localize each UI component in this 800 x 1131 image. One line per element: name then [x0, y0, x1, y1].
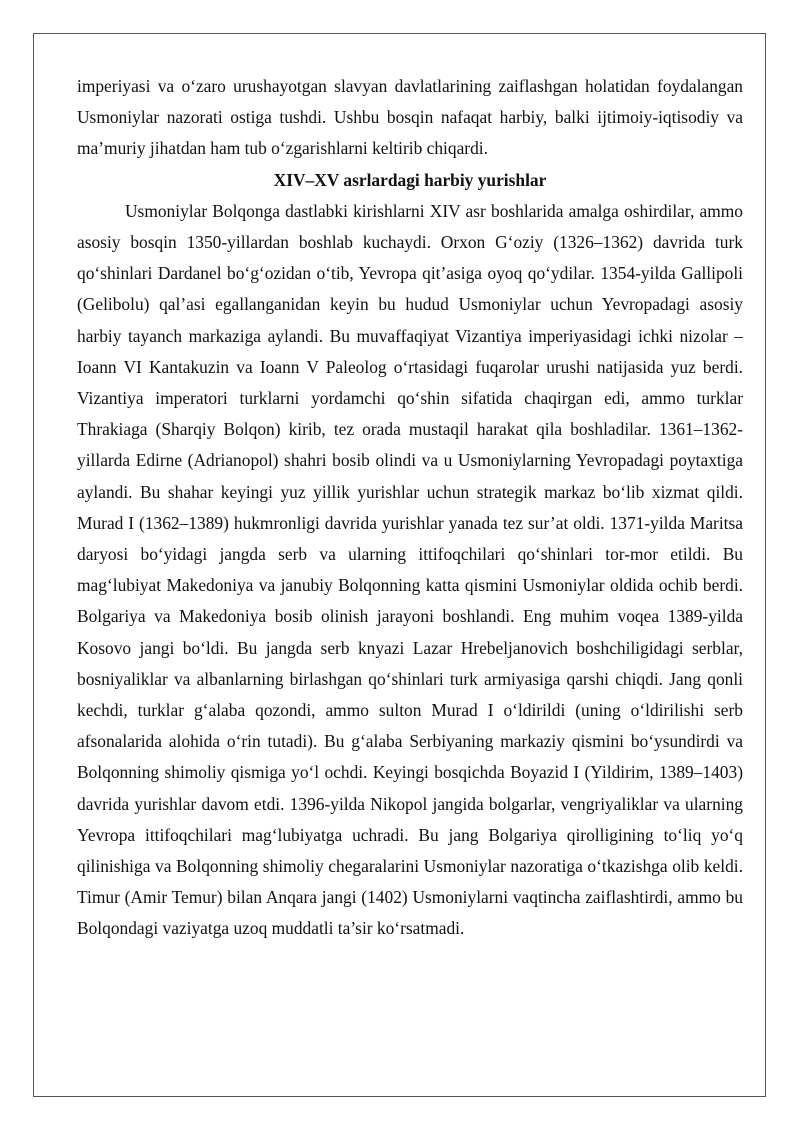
body-paragraph: Usmoniylar Bolqonga dastlabki kirishlarni XIV asr boshlarida amalga oshirdilar, ammo asosiy bosqin 1350-yillardan boshlab kuchaydi. Orxon G‘oziy (1326–1362) davrida turk qo‘shinlari Dardanel bo‘g‘ozidan o‘tib, Yevropa qit’asiga oyoq qo‘ydilar. 1354-yilda Gallipoli (Gelibolu) qal’asi egallanganidan keyin bu hudud Usmoniylar uchun Yevropadagi asosiy harbiy tayanch markaziga aylandi. Bu muvaffaqiyat Vizantiya imperiyasidagi ichki nizolar – Ioann VI Kantakuzin va Ioann V Paleolog o‘rtasidagi fuqarolar urushi natijasida yuz berdi. Vizantiya imperatori turklarni yordamchi qo‘shin sifatida chaqirgan edi, ammo turklar Thrakiaga (Sharqiy Bolqon) kirib, tez orada mustaqil harakat qila boshladilar. 1361–1362-yillarda Edirne (Adrianopol) shahri bosib olindi va u Usmoniylarning Yevropadagi poytaxtiga aylandi. Bu shahar keyingi yuz yillik yurishlar uchun strategik markaz bo‘lib xizmat qildi. Murad I (1362–1389) hukmronligi davrida yurishlar yanada tez sur’at oldi. 1371-yilda Maritsa daryosi bo‘yidagi jangda serb va ularning ittifoqchilari qo‘shinlari tor-mor etildi. Bu mag‘lubiyat Makedoniya va janubiy Bolqonning katta qismini Usmoniylar oldida ochib berdi. Bolgariya va Makedoniya bosib olinish jarayoni boshlandi. Eng muhim voqea 1389-yilda Kosovo jangi bo‘ldi. Bu jangda serb knyazi Lazar Hrebeljanovich boshchiligidagi serblar, bosniyaliklar va albanlarning birlashgan qo‘shinlari turk armiyasiga qarshi chiqdi. Jang qonli kechdi, turklar g‘alaba qozondi, ammo sulton Murad I o‘ldirildi (uning o‘ldirilishi serb afsonalarida alohida o‘rin tutadi). Bu g‘alaba Serbiyaning markaziy qismini bo‘ysundirdi va Bolqonning shimoliy qismiga yo‘l ochdi. Keyingi bosqichda Boyazid I (Yildirim, 1389–1403) davrida yurishlar davom etdi. 1396-yilda Nikopol jangida bolgarlar, vengriyaliklar va ularning Yevropa ittifoqchilari mag‘lubiyatga uchradi. Bu jang Bolgariya qirolligining to‘liq yo‘q qilinishiga va Bolqonning shimoliy chegaralarini Usmoniylar nazoratiga o‘tkazishga olib keldi. Timur (Amir Temur) bilan Anqara jangi (1402) Usmoniylarni vaqtincha zaiflashtirdi, ammo bu Bolqondagi vaziyatga uzoq muddatli ta’sir ko‘rsatmadi. [77, 200, 743, 939]
section-heading: XIV–XV asrlardagi harbiy yurishlar [273, 169, 547, 190]
document-body [77, 71, 743, 945]
intro-paragraph: imperiyasi va o‘zaro urushayotgan slavyan davlatlarining zaiflashgan holatidan foydalangan Usmoniylar nazorati ostiga tushdi. Ushbu bosqin nafaqat harbiy, balki ijtimoiy-iqtisodiy va ma’muriy jihatdan ham tub o‘zgarishlarni keltirib chiqardi. [77, 76, 743, 159]
